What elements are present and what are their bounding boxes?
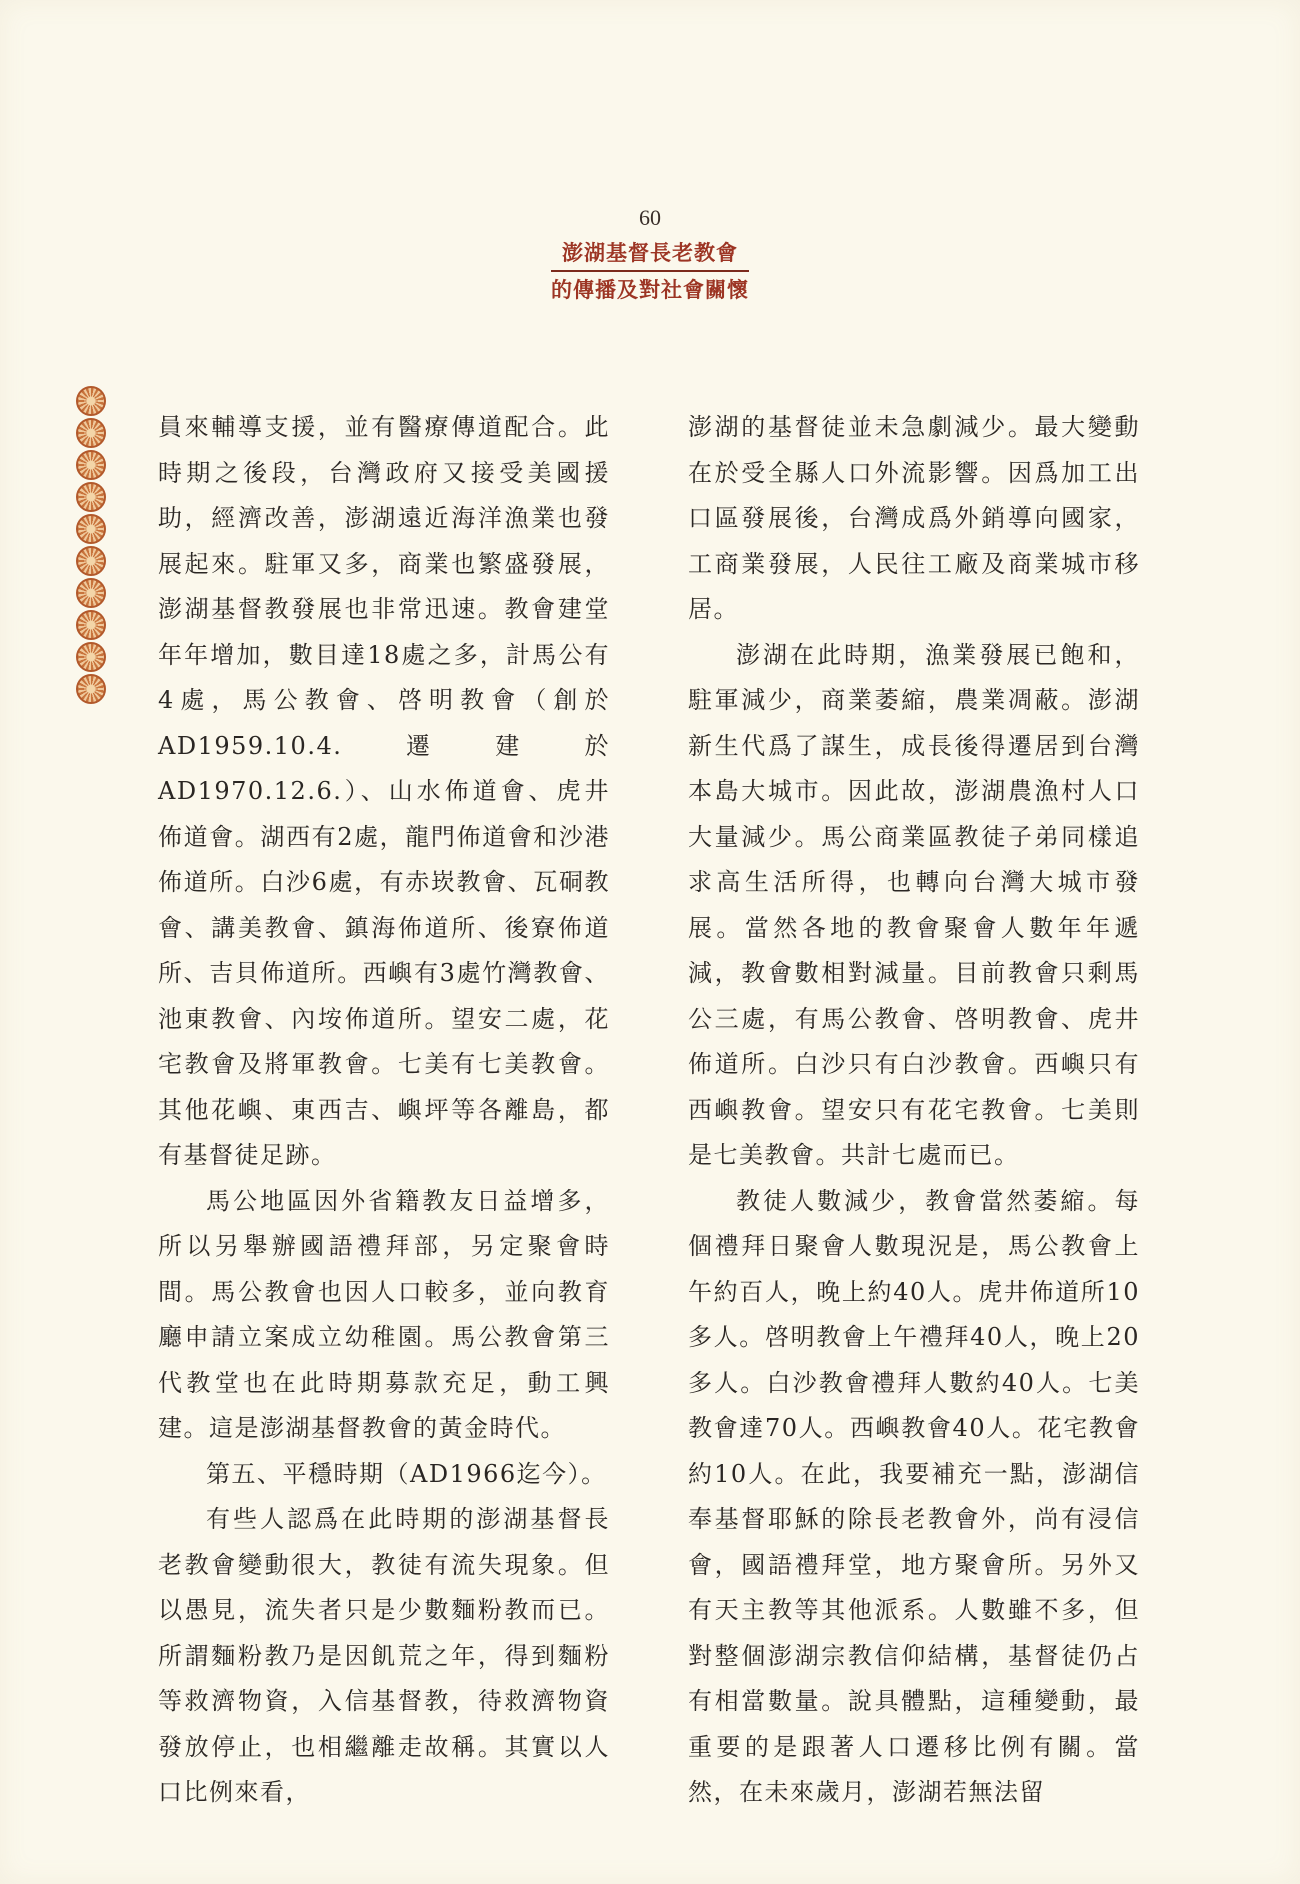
margin-ornament <box>74 386 108 706</box>
paragraph: 有些人認爲在此時期的澎湖基督長老教會變動很大，教徒有流失現象。但以愚見，流失者只是少數麵粉教而已。所謂麵粉教乃是因飢荒之年，得到麵粉等救濟物資，入信基督教，待救濟物資發放停止，也相繼離走故稱。其實以人口比例來看， <box>158 1505 610 1806</box>
ornament-medallion <box>76 386 106 416</box>
ornament-medallion <box>76 642 106 672</box>
right-text-column <box>688 405 1140 1816</box>
ornament-medallion <box>76 578 106 608</box>
paragraph: 澎湖的基督徒並未急劇減少。最大變動在於受全縣人口外流影響。因爲加工出口區發展後，台灣成爲外銷導向國家，工商業發展，人民往工廠及商業城市移居。 <box>688 413 1140 623</box>
running-title-line-1: 澎湖基督長老教會 <box>562 241 738 265</box>
left-text-column <box>158 405 610 1816</box>
paragraph: 馬公地區因外省籍教友日益增多，所以另舉辦國語禮拜部，另定聚會時間。馬公教會也因人口較多，並向教育廳申請立案成立幼稚園。馬公教會第三代教堂也在此時期募款充足，動工興建。這是澎湖基督教會的黃金時代。 <box>158 1186 610 1442</box>
paragraph: 澎湖在此時期，漁業發展已飽和，駐軍減少，商業萎縮，農業凋蔽。澎湖新生代爲了謀生，成長後得遷居到台灣本島大城市。因此故，澎湖農漁村人口大量減少。馬公商業區教徒子弟同樣追求高生活所得，也轉向台灣大城市發展。當然各地的教會聚會人數年年遞減，教會數相對減量。目前教會只剩馬公三處，有馬公教會、啓明教會、虎井佈道所。白沙只有白沙教會。西嶼只有西嶼教會。望安只有花宅教會。七美則是七美教會。共計七處而已。 <box>688 640 1140 1169</box>
ornament-medallion <box>76 674 106 704</box>
section-heading: 第五、平穩時期（AD1966迄今）。 <box>206 1459 607 1488</box>
page-number: 60 <box>639 205 661 230</box>
running-title-divider <box>551 270 749 272</box>
ornament-medallion <box>76 514 106 544</box>
paragraph: 教徒人數減少，教會當然萎縮。每個禮拜日聚會人數現況是，馬公教會上午約百人，晚上約40人。虎井佈道所10多人。啓明教會上午禮拜40人，晚上20多人。白沙教會禮拜人數約40人。七美教會達70人。西嶼教會40人。花宅教會約10人。在此，我要補充一點，澎湖信奉基督耶穌的除長老教會外，尚有浸信會，國語禮拜堂，地方聚會所。另外又有天主教等其他派系。人數雖不多，但對整個澎湖宗教信仰結構，基督徒仍占有相當數量。說具體點，這種變動，最重要的是跟著人口遷移比例有關。當然，在未來歲月，澎湖若無法留 <box>688 1186 1140 1806</box>
ornament-medallion <box>76 418 106 448</box>
ornament-medallion <box>76 450 106 480</box>
ornament-medallion <box>76 546 106 576</box>
page-header <box>0 204 1300 305</box>
running-title <box>551 238 749 305</box>
paragraph: 員來輔導支援，並有醫療傳道配合。此時期之後段，台灣政府又接受美國援助，經濟改善，澎湖遠近海洋漁業也發展起來。駐軍又多，商業也繁盛發展，澎湖基督教發展也非常迅速。教會建堂年年增加，數目達18處之多，計馬公有4處，馬公教會、啓明教會（創於AD1959.10.4.遷建於AD1970.12.6.）、山水佈道會、虎井佈道會。湖西有2處，龍門佈道會和沙港佈道所。白沙6處，有赤崁教會、瓦硐教會、講美教會、鎮海佈道所、後寮佈道所、吉貝佈道所。西嶼有3處竹灣教會、池東教會、內垵佈道所。望安二處，花宅教會及將軍教會。七美有七美教會。其他花嶼、東西吉、嶼坪等各離島，都有基督徒足跡。 <box>158 413 610 1169</box>
running-title-line-2: 的傳播及對社會關懷 <box>551 278 749 302</box>
ornament-medallion <box>76 482 106 512</box>
ornament-medallion <box>76 610 106 640</box>
